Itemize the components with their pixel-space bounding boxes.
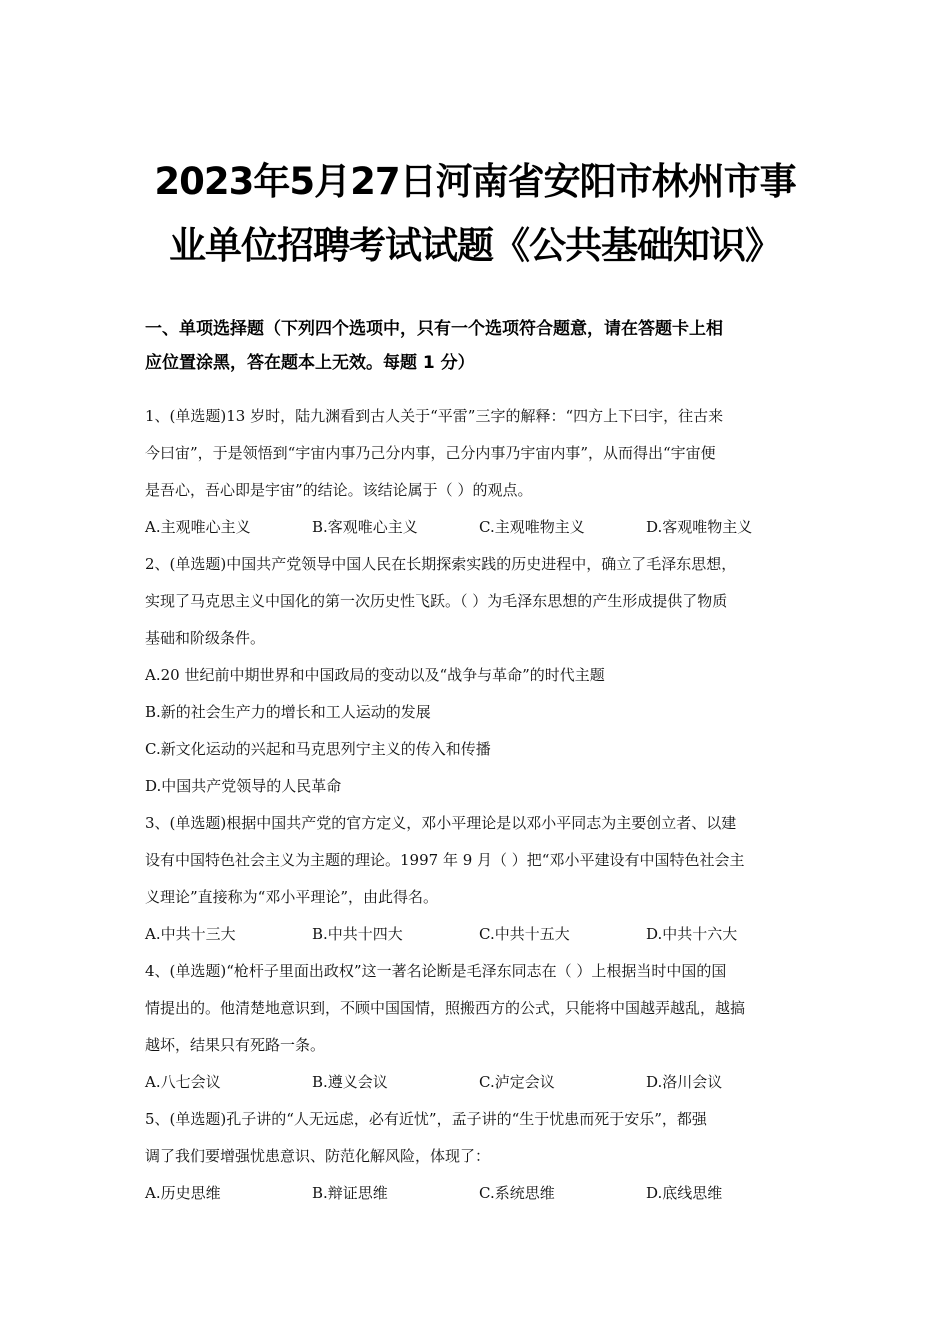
- option-b: B.中共十四大: [312, 925, 403, 943]
- question-2: [145, 546, 810, 805]
- stem-line: 今曰宙”，于是领悟到“宇宙内事乃己分内事，己分内事乃宇宙内事”，从而得出“宇宙便: [145, 444, 716, 462]
- option-d: D.洛川会议: [646, 1073, 723, 1091]
- question-list: [145, 398, 810, 1212]
- stem-line: 1、(单选题)13 岁时，陆九渊看到古人关于“平雷”三字的解释：“四方上下曰宇，往古来: [145, 407, 724, 425]
- stem-line: 实现了马克思主义中国化的第一次历史性飞跃。（ ）为毛泽东思想的产生形成提供了物质: [145, 592, 728, 610]
- option-b: B.辩证思维: [312, 1184, 388, 1202]
- stem-line: 情提出的。他清楚地意识到，不顾中国国情，照搬西方的公式，只能将中国越弄越乱，越搞: [145, 999, 746, 1017]
- stem-line: 4、(单选题)“枪杆子里面出政权”这一著名论断是毛泽东同志在（ ）上根据当时中国的国: [145, 962, 727, 980]
- stem-line: 义理论”直接称为“邓小平理论”，由此得名。: [145, 888, 439, 906]
- document-title: [100, 150, 850, 278]
- question-3: [145, 805, 810, 953]
- option-c: C.中共十五大: [479, 925, 570, 943]
- question-4: [145, 953, 810, 1101]
- question-stem: [145, 1101, 810, 1175]
- option-b: B.新的社会生产力的增长和工人运动的发展: [145, 703, 431, 721]
- option-a: A.八七会议: [145, 1073, 221, 1091]
- option-b: B.客观唯心主义: [312, 518, 418, 536]
- option-a: A.20 世纪前中期世界和中国政局的变动以及“战争与革命”的时代主题: [145, 666, 605, 684]
- question-stem: [145, 398, 810, 509]
- option-d: D.底线思维: [646, 1184, 723, 1202]
- option-c: C.主观唯物主义: [479, 518, 585, 536]
- stem-line: 基础和阶级条件。: [145, 629, 266, 647]
- option-c: C.系统思维: [479, 1184, 555, 1202]
- section-heading-line-2: 应位置涂黑，答在题本上无效。每题 1 分）: [145, 353, 475, 373]
- options-row: [145, 916, 810, 953]
- options-row: [145, 509, 810, 546]
- option-d: D.中国共产党领导的人民革命: [145, 777, 342, 795]
- option-d: D.中共十六大: [646, 925, 738, 943]
- stem-line: 2、(单选题)中国共产党领导中国人民在长期探索实践的历史进程中，确立了毛泽东思想，: [145, 555, 737, 573]
- option-a: A.历史思维: [145, 1184, 221, 1202]
- options-row: [145, 1175, 810, 1212]
- options-row: [145, 1064, 810, 1101]
- question-1: [145, 398, 810, 546]
- stem-line: 3、(单选题)根据中国共产党的官方定义，邓小平理论是以邓小平同志为主要创立者、以建: [145, 814, 737, 832]
- title-line-2: 业单位招聘考试试题《公共基础知识》: [169, 224, 781, 267]
- question-stem: [145, 805, 810, 916]
- title-line-1: 2023年5月27日河南省安阳市林州市事: [154, 160, 796, 203]
- option-c: C.新文化运动的兴起和马克思列宁主义的传入和传播: [145, 740, 491, 758]
- option-b: B.遵义会议: [312, 1073, 388, 1091]
- question-stem: [145, 953, 810, 1064]
- stem-line: 是吾心，吾心即是宇宙”的结论。该结论属于（ ）的观点。: [145, 481, 533, 499]
- option-a: A.中共十三大: [145, 925, 236, 943]
- option-d: D.客观唯物主义: [646, 518, 753, 536]
- section-heading: [145, 312, 810, 380]
- stem-line: 5、(单选题)孔子讲的“人无远虑，必有近忧”，孟子讲的“生于忧患而死于安乐”，都强: [145, 1110, 707, 1128]
- stem-line: 设有中国特色社会主义为主题的理论。1997 年 9 月（ ）把“邓小平建设有中国特色社会主: [145, 851, 745, 869]
- stem-line: 调了我们要增强忧患意识、防范化解风险，体现了：: [145, 1147, 491, 1165]
- option-c: C.泸定会议: [479, 1073, 555, 1091]
- option-a: A.主观唯心主义: [145, 518, 251, 536]
- section-heading-line-1: 一、单项选择题（下列四个选项中，只有一个选项符合题意，请在答题卡上相: [145, 319, 723, 339]
- question-stem: [145, 546, 810, 657]
- question-5: [145, 1101, 810, 1212]
- stem-line: 越坏，结果只有死路一条。: [145, 1036, 326, 1054]
